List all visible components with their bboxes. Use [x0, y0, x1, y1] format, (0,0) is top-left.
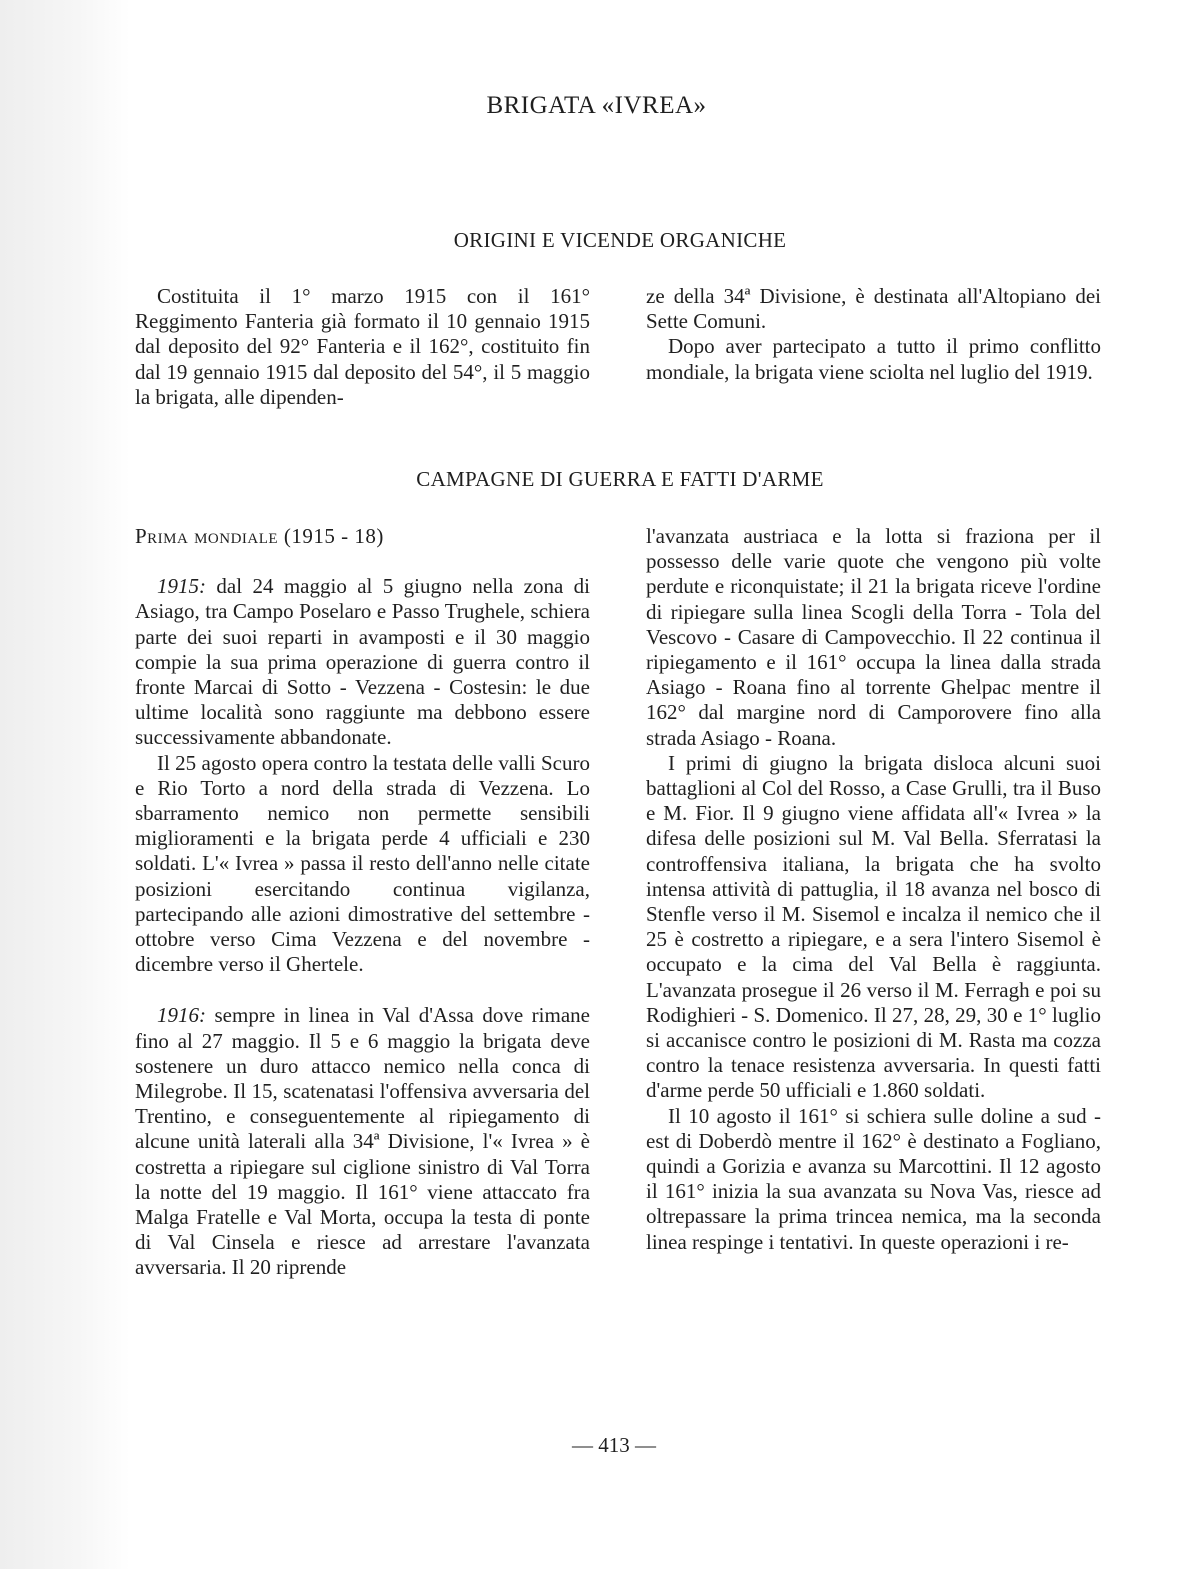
paragraph-1915-text: dal 24 maggio al 5 giugno nella zona di Asiago, tra Campo Poselaro e Passo Trughele, schiera parte dei suoi reparti in avamposti e il 30 maggio compie la sua prima operazione di guerra contro il fronte Marcai di Sotto - Vezzena - Costesin: le due ultime località sono raggiunte ma debbono essere successivamente abbandonate. — [135, 574, 590, 750]
page-title: BRIGATA «IVREA» — [486, 92, 707, 119]
origini-left-column — [135, 284, 590, 410]
year-1915: 1915: — [157, 574, 206, 599]
paragraph-1916-text: sempre in linea in Val d'Assa dove rimane fino al 27 maggio. Il 5 e 6 maggio la brigata deve sostenere un duro attacco nemico nella conca di Milegrobe. Il 15, scatenatasi l'offensiva avversaria del Trentino, e conseguentemente al ripiegamento di alcune unità laterali alla 34ª Divisione, l'« Ivrea » è costretta a ripiegare sul ciglione sinistro di Val Torra la notte del 19 maggio. Il 161° viene attaccato fra Malga Fratelle e Val Morta, occupa la testa di ponte di Val Cinsela e riesce ad arrestare l'avanzata avversaria. Il 20 riprende — [135, 1003, 590, 1280]
section-heading-campagne: CAMPAGNE DI GUERRA E FATTI D'ARME — [416, 467, 824, 491]
campagne-left-column — [135, 524, 590, 1281]
page-number: — 413 — — [572, 1433, 656, 1457]
year-1916: 1916: — [157, 1003, 206, 1028]
paragraph-agosto: Il 10 agosto il 161° si schiera sulle doline a sud - est di Doberdò mentre il 162° è destinato a Fogliano, quindi a Gorizia e avanza su Marcottini. Il 12 agosto il 161° inizia la sua avanzata su Nova Vas, riesce ad oltrepassare la prima trincea nemica, ma la seconda linea respinge i tentativi. In queste operazioni i re- — [646, 1103, 1101, 1254]
origini-right-column — [646, 284, 1101, 385]
subheading-prima-mondiale: Prima mondiale (1915 - 18) — [135, 524, 384, 548]
origini-paragraph-2: Dopo aver partecipato a tutto il primo conflitto mondiale, la brigata viene sciolta nel luglio del 1919. — [646, 334, 1101, 384]
campagne-right-column — [646, 524, 1101, 1255]
origini-paragraph-1: Costituita il 1° marzo 1915 con il 161° Reggimento Fanteria già formato il 10 gennaio 1915 dal deposito del 92° Fanteria e il 162°, costituito fin dal 19 gennaio 1915 dal deposito del 54°, il 5 maggio la brigata, alle dipenden- — [135, 284, 590, 409]
paragraph-1916 — [135, 1003, 590, 1280]
paragraph-1916-cont: l'avanzata austriaca e la lotta si fraziona per il possesso delle varie quote che vengono più volte perdute e riconquistate; il 21 la brigata riceve l'ordine di ripiegare sulla linea Scogli della Torra - Tola del Vescovo - Casare di Campovecchio. Il 22 continua il ripiegamento e il 161° occupa la linea dalla strada Asiago - Roana fino al torrente Ghelpac mentre il 162° dal margine nord di Camporovere fino alla strada Asiago - Roana. — [646, 524, 1101, 750]
origini-paragraph-1-cont: ze della 34ª Divisione, è destinata all'Altopiano dei Sette Comuni. — [646, 284, 1101, 334]
paragraph-giugno: I primi di giugno la brigata disloca alcuni suoi battaglioni al Col del Rosso, a Case Grulli, tra il Buso e M. Fior. Il 9 giugno viene affidata all'« Ivrea » la difesa delle posizioni sul M. Val Bella. Sferratasi la controffensiva italiana, la brigata che ha svolto intensa attività di pattuglia, il 18 avanza nel bosco di Stenfle verso il M. Sisemol e incalza il nemico che il 25 è costretto a ripiegare, e a sera l'intero Sisemol è occupato e la cima del Val Bella è raggiunta. L'avanzata prosegue il 26 verso il M. Ferragh e poi su Rodighieri - S. Domenico. Il 27, 28, 29, 30 e 1° luglio si accanisce contro le posizioni di M. Rasta ma cozza contro la tenace resistenza avversaria. In questi fatti d'arme perde 50 ufficiali e 1.860 soldati. — [646, 750, 1101, 1103]
paragraph-1915-b: Il 25 agosto opera contro la testata delle valli Scuro e Rio Torto a nord della strada di Vezzena. Lo sbarramento nemico non permette sensibili miglioramenti e la brigata perde 4 ufficiali e 230 soldati. L'« Ivrea » passa il resto dell'anno nelle citate posizioni esercitando continua vigilanza, partecipando alle azioni dimostrative del settembre - ottobre verso Cima Vezzena e del novembre - dicembre verso il Ghertele. — [135, 750, 590, 977]
paragraph-1915 — [135, 574, 590, 750]
section-heading-origini: ORIGINI E VICENDE ORGANICHE — [453, 228, 787, 252]
